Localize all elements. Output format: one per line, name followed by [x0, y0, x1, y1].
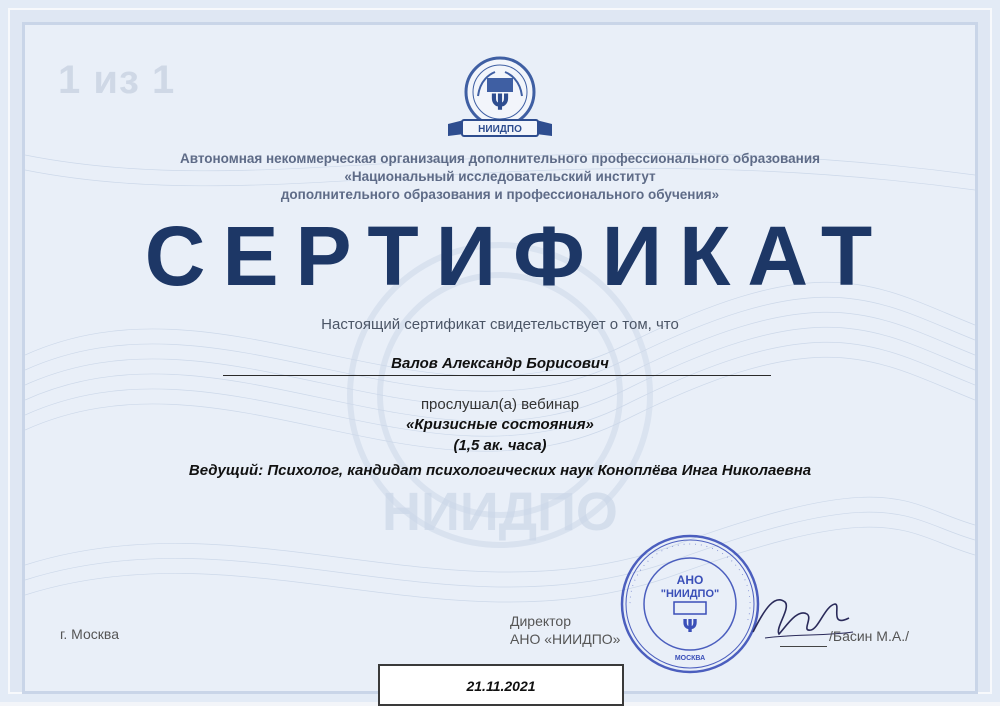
webinar-title: «Кризисные состояния»	[406, 416, 594, 433]
stamp-bottom-text: МОСКВА	[674, 655, 706, 662]
intro-text: Настоящий сертификат свидетельствует о том, что	[321, 316, 679, 333]
webinar-host: Ведущий: Психолог, кандидат психологических наук Коноплёва Инга Николаевна	[188, 462, 812, 479]
signer-name: /Басин М.А./	[829, 628, 909, 644]
svg-text:Ψ: Ψ	[490, 91, 510, 116]
institute-logo-icon	[440, 50, 560, 146]
name-underline	[223, 375, 771, 376]
organization-line-2: «Национальный исследовательский институт	[344, 169, 656, 184]
svg-text:Ψ: Ψ	[682, 616, 698, 637]
stamp-center-line-2: "НИИДПО"	[660, 588, 720, 600]
organization-line-3: дополнительного образования и профессионального обучения»	[280, 187, 720, 202]
svg-text:НИИДПО: НИИДПО	[382, 482, 618, 542]
signature-line	[780, 646, 827, 647]
recipient-name: Валов Александр Борисович	[391, 355, 609, 372]
organization-name	[150, 150, 850, 204]
official-stamp-icon	[618, 532, 762, 676]
director-line-1: Директор	[510, 613, 571, 629]
director-line-2: АНО «НИИДПО»	[510, 631, 621, 647]
stamp-center-line-1: АНО	[676, 573, 704, 587]
city: г. Москва	[60, 626, 119, 642]
director-title	[510, 612, 620, 648]
svg-text:· · · · · · · · · · · · · · ·: · · · · · · · · · · · · · · · · · · · · · · · · · · · · · · · · · · · ·	[624, 538, 756, 623]
issue-date: 21.11.2021	[466, 678, 536, 694]
certificate-title: СЕРТИФИКАТ	[144, 209, 890, 303]
organization-line-1: Автономная некоммерческая организация дополнительного профессионального образования	[179, 151, 821, 166]
logo-text: НИИДПО	[478, 124, 522, 135]
page-counter: 1 из 1	[58, 58, 176, 102]
attended-label: прослушал(а) вебинар	[420, 396, 580, 413]
webinar-hours: (1,5 ак. часа)	[453, 437, 547, 454]
